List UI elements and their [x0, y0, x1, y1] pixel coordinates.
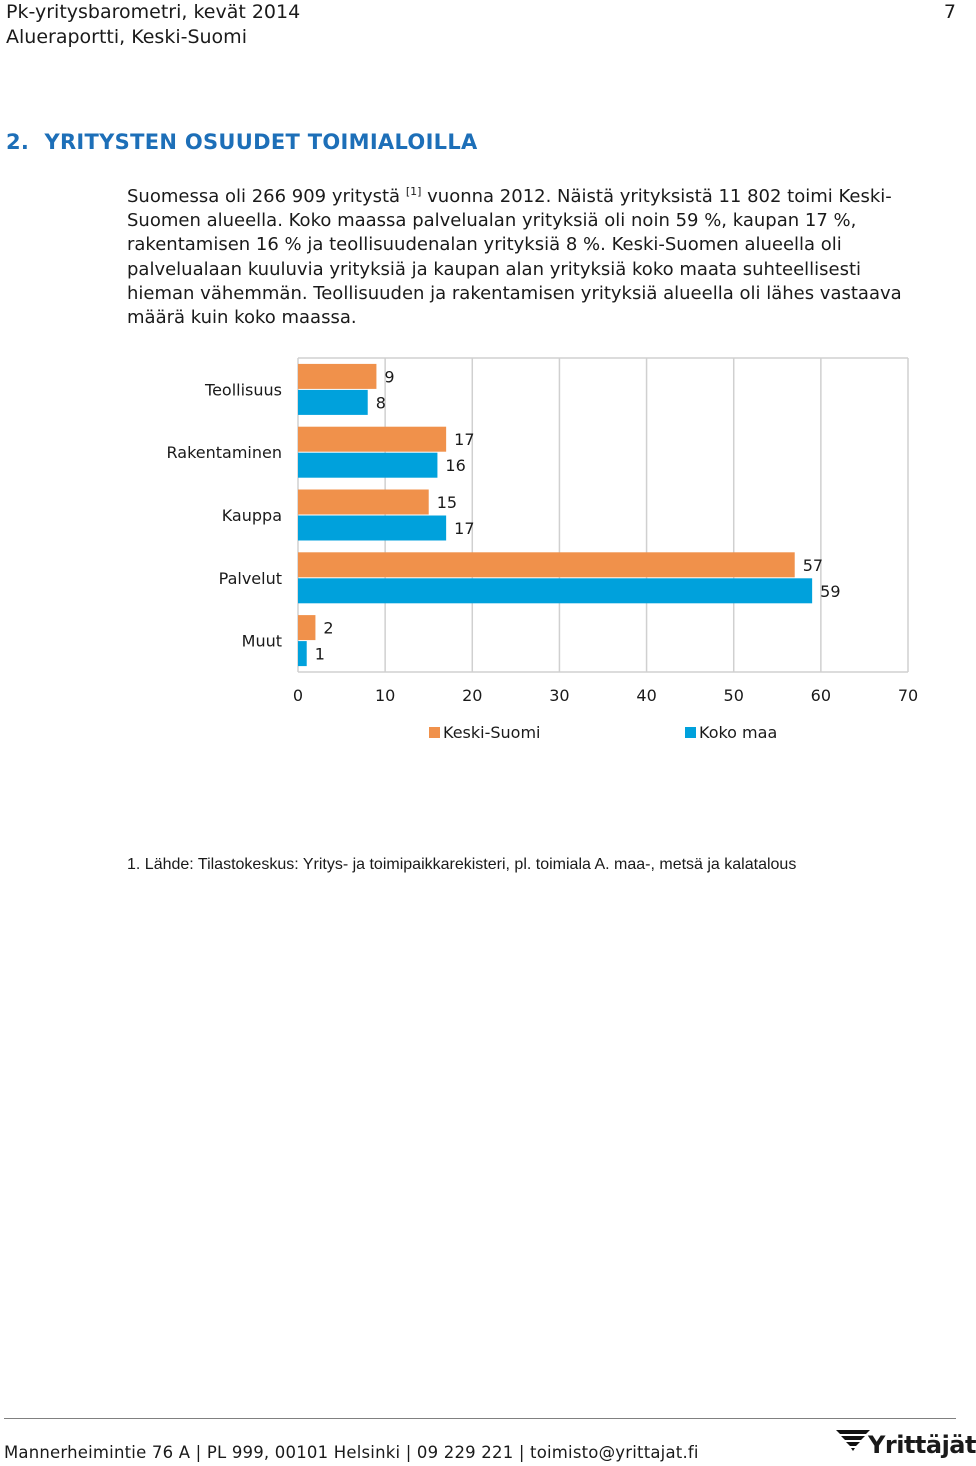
- category-label: Muut: [241, 631, 282, 651]
- category-label: Rakentaminen: [166, 443, 282, 463]
- footnote-reference[interactable]: [1]: [405, 185, 422, 198]
- data-label: 9: [384, 367, 395, 387]
- intro-text-start: Suomessa oli 266 909 yritystä: [127, 186, 401, 207]
- data-label: 2: [323, 618, 334, 638]
- bar: [298, 390, 368, 415]
- page-number: 7: [943, 1, 956, 23]
- bar-chart: [0, 350, 960, 760]
- x-tick-label: 10: [374, 686, 396, 705]
- data-label: 17: [454, 430, 475, 450]
- bar: [298, 516, 446, 541]
- bar: [298, 615, 315, 640]
- category-label: Palvelut: [218, 568, 282, 588]
- intro-paragraph: [127, 180, 927, 330]
- document-subtitle: Alueraportti, Keski-Suomi: [6, 26, 247, 48]
- category-label: Kauppa: [221, 506, 282, 525]
- chart-legend: [429, 723, 777, 742]
- bar: [298, 427, 446, 452]
- chart-labels: [167, 367, 919, 705]
- x-tick-label: 30: [549, 686, 570, 705]
- bar: [298, 364, 376, 389]
- bar: [298, 552, 795, 577]
- data-label: 15: [436, 493, 458, 512]
- category-label: Teollisuus: [205, 380, 282, 400]
- data-label: 8: [375, 393, 386, 413]
- logo-stripes-icon: [836, 1430, 870, 1460]
- bar: [298, 490, 429, 515]
- x-tick-label: 20: [462, 686, 483, 705]
- section-title: YRITYSTEN OSUUDET TOIMIALOILLA: [44, 130, 478, 154]
- section-number: 2.: [6, 130, 30, 154]
- footer-contact: Mannerheimintie 76 A | PL 999, 00101 Helsinki | 09 229 221 | toimisto@yrittajat.fi: [4, 1443, 699, 1462]
- bar: [298, 453, 437, 478]
- chart-grid: [298, 358, 908, 672]
- legend-label: Keski-Suomi: [443, 723, 541, 742]
- bar: [298, 578, 812, 603]
- legend-swatch: [685, 727, 696, 738]
- section-heading: [6, 130, 478, 154]
- yrittajat-logo: [836, 1430, 976, 1464]
- source-footnote: 1. Lähde: Tilastokeskus: Yritys- ja toimipaikkarekisteri, pl. toimiala A. maa-, metsä ja kalatalous: [127, 856, 797, 873]
- x-tick-label: 40: [636, 686, 657, 705]
- x-tick-label: 50: [723, 686, 744, 705]
- x-tick-label: 0: [292, 686, 304, 705]
- page-header: [6, 0, 300, 50]
- data-label: 17: [454, 519, 475, 538]
- footer-divider: [4, 1418, 956, 1419]
- legend-swatch: [429, 727, 440, 738]
- data-label: 1: [314, 644, 325, 664]
- logo-wordmark: Yrittäjät: [868, 1431, 976, 1459]
- document-title: Pk-yritysbarometri, kevät 2014: [6, 1, 301, 23]
- data-label: 16: [445, 456, 466, 476]
- x-tick-label: 70: [897, 686, 919, 705]
- data-label: 59: [820, 581, 841, 601]
- intro-text-rest: vuonna 2012. Näistä yrityksistä 11 802 toimi Keski-Suomen alueella. Koko maassa palvelualan yrityksiä oli noin 59 %, kaupan 17 %, rakentamisen 16 % ja teollisuudenalan yrityksiä 8 %. Keski-Suomen alueella oli palvelualaan kuuluvia yrityksiä ja kaupan alan yrityksiä koko maata suhteellisesti hieman vähemmän. Teollisuuden ja rakentamisen yrityksiä alueella oli lähes vastaava määrä kuin koko maassa.: [127, 186, 902, 329]
- x-tick-label: 60: [810, 686, 832, 705]
- legend-label: Koko maa: [699, 723, 778, 742]
- bar: [298, 641, 307, 666]
- data-label: 57: [802, 555, 824, 575]
